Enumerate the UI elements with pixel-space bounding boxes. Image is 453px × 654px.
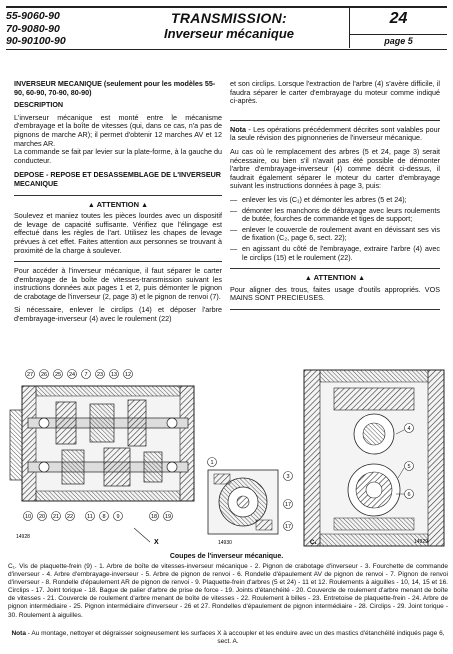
transmission-section-drawings bbox=[4, 366, 449, 548]
section-heading: DESCRIPTION bbox=[14, 100, 64, 110]
list-item: — démonter les manchons de débrayage avec leurs roulements de butée, fourches de commande et tiges de support; bbox=[230, 207, 440, 224]
callout-label: 24 bbox=[68, 372, 76, 378]
callouts-bottom bbox=[24, 512, 173, 521]
list-item: — enlever le couvercle de roulement avant en dévissant ses vis de fixation (C₂, page 6, sect. 22); bbox=[230, 226, 440, 243]
note-label: Nota bbox=[11, 630, 26, 637]
paragraph: et son circlips. Lorsque l'extraction de l'arbre (4) s'avère difficile, il faudra séparer le carter d'embrayage du moteur comme indiqué ci-après. bbox=[230, 79, 440, 106]
note-text: - Les opérations précédemment décrites sont valables pour la seule révision des pignonneries de l'inverseur mécanique. bbox=[230, 124, 440, 143]
section-heading: DEPOSE - REPOSE ET DESASSEMBLAGE DE L'INVERSEUR MECANIQUE bbox=[14, 170, 221, 188]
model-list bbox=[6, 10, 66, 48]
surface-x-label: X bbox=[154, 539, 159, 546]
list-item: — en agissant du côté de l'embrayage, extraire l'arbre (4) avec le circlips (15) et le roulement (22). bbox=[230, 245, 440, 262]
paragraph: Pour accéder à l'inverseur mécanique, il faut séparer le carter d'embrayage de la boîte de vitesses-transmission suivant les instructions données aux pages 1 et 2, puis démonter le pignon de crabotage de l'inverseur (2, page 3) et le pignon de renvoi (7). bbox=[14, 266, 222, 301]
title-line-2: Inverseur mécanique bbox=[163, 26, 295, 41]
warning-title bbox=[14, 201, 222, 211]
figure-caption: Coupes de l'inverseur mécanique. bbox=[169, 553, 284, 560]
divider bbox=[230, 309, 440, 310]
page-label: page 5 bbox=[350, 34, 447, 46]
warning-icon: ▲ bbox=[304, 275, 312, 283]
section-number: 24 bbox=[389, 10, 408, 27]
title-line-1: TRANSMISSION: bbox=[171, 10, 287, 26]
callout-label: 1 bbox=[210, 460, 214, 466]
callouts-top bbox=[26, 370, 133, 379]
figure-legend: C₁. Vis de plaquette-frein (9) - 1. Arbre de boîte de vitesses-inverseur mécanique - 2. Pignon de crabotage d'inverseur - 3. Fourchette de commande d'inverseur - 4. Arbre d'embrayage-inverseur - 5. Arbre de pignon de renvoi - 6. Rondelle d'épaulement AV de pignon de renvoi - 7. Pignon de renvoi d'inverseur - 8. Rondelle d'épaulement AR de pignon de renvoi - 9. Plaquette-frein d'arbres (5 et 24) - 11 et 12. Roulements à aiguilles - 10, 14, 15 et 16. Circlips - 17. Joint torique - 18. Bague de palier d'arbre de prise de force - 19. Joints d'étanchéité - 20. Couvercle de roulement d'arbre menant de boîte de vitesses - 21. Couvercle de roulement d'arbre menant de boîte de vitesses - 22. Roulement à billes - 23. Entretoise de plaquette-frein - 24. Arbre de pignon intermédiaire - 25. Pignon intermédiaire d'inverseur - 26 et 27. Rondelles d'épaulement de pignon intermédiaire - 28. Circlips - 29. Joint torique - 30. Roulement à aiguilles. bbox=[8, 563, 448, 619]
divider bbox=[14, 261, 222, 262]
callout-label: 4 bbox=[407, 426, 411, 432]
left-column bbox=[14, 80, 222, 329]
callout-label: 9 bbox=[116, 514, 120, 520]
model-number: 70-90 bbox=[6, 22, 33, 35]
callout-label: 22 bbox=[66, 514, 74, 520]
list-item: — enlever les vis (C₁) et démonter les arbres (5 et 24); bbox=[230, 196, 440, 205]
divider bbox=[230, 120, 440, 121]
note-text: - Au montage, nettoyer et dégraisser soigneusement les surfaces X à accoupler et les enduire avec un des mastics d'étanchéité indiqués page 6, sect. A. bbox=[25, 630, 445, 646]
section-heading: INVERSEUR MECANIQUE (seulement pour les modèles 55-90, 60-90, 70-90, 80-90) bbox=[14, 79, 216, 97]
paragraph: L'inverseur mécanique est monté entre le mécanisme d'embrayage et la boîte de vitesses (qui, dans ce cas, n'a pas de pignons de marche AR); il permet d'obtenir 12 marches AV et 12 marches AR. bbox=[14, 112, 222, 148]
model-number: 60-90 bbox=[33, 10, 60, 22]
note-paragraph bbox=[230, 126, 440, 143]
paragraph: Au cas où le remplacement des arbres (5 et 24, page 3) serait nécessaire, ou bien s'il n'avait pas été possible de démonter l'arbre d'embrayage-inverseur (4) comme décrit ci-dessus, il faudrait également séparer le moteur du carter d'embrayage suivant les instructions données à page 3, puis: bbox=[230, 146, 440, 191]
model-number: 55-90 bbox=[6, 10, 33, 22]
callout-label: 23 bbox=[96, 372, 104, 378]
bottom-note bbox=[8, 630, 448, 646]
right-section-drawing bbox=[304, 370, 444, 546]
warning-icon: ▲ bbox=[87, 201, 95, 209]
callout-label: 3 bbox=[286, 474, 290, 480]
callout-label: 27 bbox=[26, 372, 34, 378]
model-number: 80-90 bbox=[33, 22, 60, 35]
figure-id: 14930 bbox=[218, 540, 232, 546]
callout-label: 18 bbox=[150, 514, 158, 520]
divider bbox=[14, 195, 222, 196]
callout-label: 7 bbox=[84, 372, 88, 378]
callout-label: 6 bbox=[407, 492, 411, 498]
callout-label: 26 bbox=[40, 372, 48, 378]
callout-label: 20 bbox=[38, 514, 46, 520]
callout-label: 10 bbox=[24, 514, 32, 520]
callout-label: 17 bbox=[284, 524, 292, 530]
callout-label: 13 bbox=[110, 372, 118, 378]
page-title bbox=[124, 10, 334, 41]
figure-id: 14928 bbox=[16, 534, 30, 540]
warning-text: Soulevez et maniez toutes les pièces lourdes avec un dispositif de levage de capacité suffisante. Vérifiez que l'élingage est effectué dans les règles de l'art. Utilisez les chapes de levage prévues à cet effet. Faites attention aux personnes se trouvant à proximité de la charge à soulever. bbox=[14, 211, 222, 255]
callout-label: 8 bbox=[102, 514, 106, 520]
divider bbox=[230, 268, 440, 269]
page-header bbox=[6, 6, 447, 50]
note-label: Nota bbox=[230, 124, 246, 134]
warning-title bbox=[230, 274, 440, 284]
callout-label: 17 bbox=[284, 502, 292, 508]
steps-list bbox=[230, 196, 440, 262]
warning-icon: ▲ bbox=[141, 201, 149, 209]
callout-label: 11 bbox=[87, 514, 93, 520]
callout-label: 21 bbox=[52, 514, 60, 520]
warning-label: ATTENTION bbox=[96, 199, 140, 209]
callout-label: 12 bbox=[124, 372, 132, 378]
callout-label: 19 bbox=[164, 514, 172, 520]
left-section-drawing bbox=[10, 370, 194, 547]
callout-label: 25 bbox=[54, 372, 62, 378]
page-number-box bbox=[349, 8, 447, 48]
warning-icon: ▲ bbox=[358, 275, 366, 283]
callout-label: 5 bbox=[407, 464, 411, 470]
model-number: 100-90 bbox=[33, 35, 66, 47]
c1-label: C₁ bbox=[310, 540, 317, 546]
middle-section-drawing bbox=[208, 458, 293, 547]
model-number: 90-90 bbox=[6, 35, 33, 47]
paragraph: La commande se fait par levier sur la plate-forme, à la gauche du conducteur. bbox=[14, 147, 222, 165]
figure-id: 14929 bbox=[414, 539, 428, 545]
paragraph: Si nécessaire, enlever le circlips (14) et déposer l'arbre d'embrayage-inverseur (4) avec le roulement (22) bbox=[14, 305, 222, 324]
warning-text: Pour aligner des trous, faites usage d'outils appropriés. VOS MAINS SONT PRECIEUSES. bbox=[230, 284, 440, 303]
warning-label: ATTENTION bbox=[313, 273, 357, 283]
right-column bbox=[230, 80, 440, 315]
